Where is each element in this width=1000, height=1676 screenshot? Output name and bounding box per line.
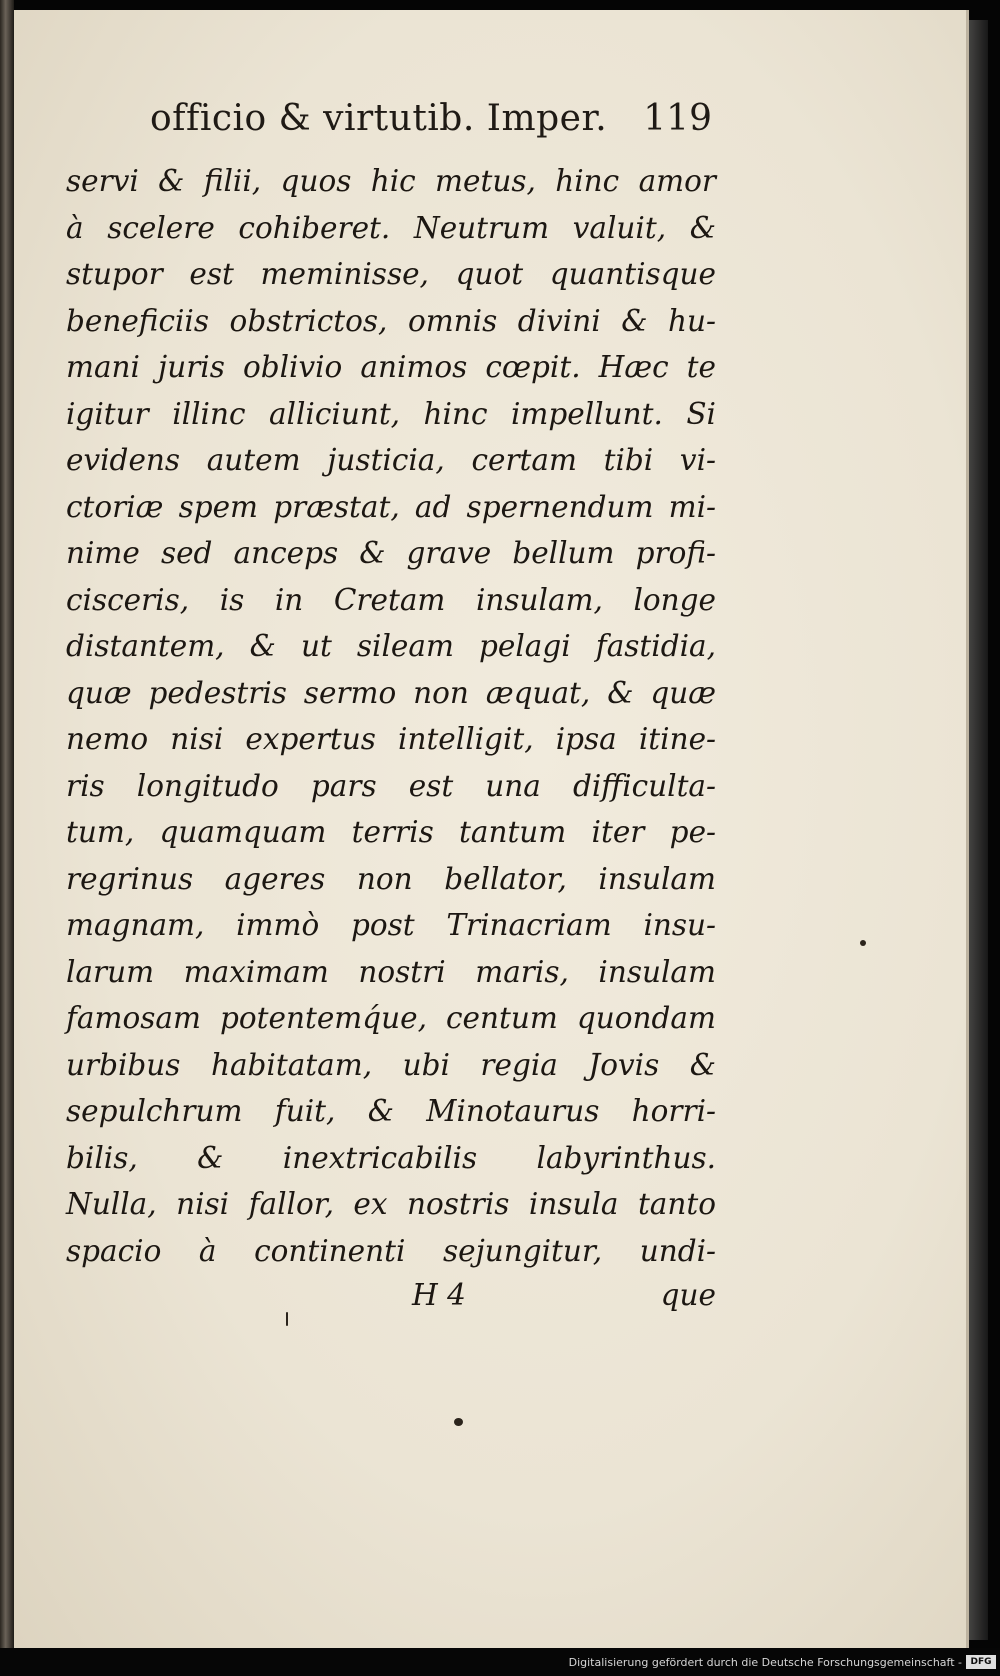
ink-speck	[860, 940, 866, 946]
text-line: Nulla, nisi fallor, ex nostris insula tanto	[66, 1187, 716, 1221]
book-page	[14, 10, 969, 1648]
text-line: stupor est meminisse, quot quantisque	[66, 257, 716, 291]
text-line: bilis, & inextricabilis labyrinthus.	[66, 1140, 716, 1175]
book-spine-edge	[0, 0, 14, 1676]
text-line: regrinus ageres non bellator, insulam	[66, 861, 716, 896]
text-line: quæ pedestris sermo non æquat, & quæ	[66, 675, 716, 710]
text-line: beneficiis obstrictos, omnis divini & hu-	[66, 303, 716, 338]
text-line: magnam, immò post Trinacriam insu-	[66, 908, 716, 942]
text-line: urbibus habitatam, ubi regia Jovis &	[66, 1047, 716, 1082]
dfg-logo: DFG	[966, 1655, 996, 1669]
page-footer	[66, 1278, 716, 1324]
digitization-notice: Digitalisierung gefördert durch die Deutsche Forschungsgemeinschaft -	[568, 1656, 962, 1669]
text-line: mani juris oblivio animos cœpit. Hæc te	[66, 350, 716, 384]
text-line: tum, quamquam terris tantum iter pe-	[66, 815, 716, 849]
text-line: sepulchrum fuit, & Minotaurus horri-	[66, 1094, 716, 1128]
body-text	[66, 158, 716, 1274]
ink-speck	[286, 1312, 288, 1326]
text-line: ris longitudo pars est una difficulta-	[66, 768, 716, 803]
text-line: ctoriæ spem præstat, ad spernendum mi-	[66, 489, 716, 524]
text-line: nime sed anceps & grave bellum profi-	[66, 536, 716, 570]
text-line: nemo nisi expertus intelligit, ipsa itine-	[66, 722, 716, 756]
text-line: servi & filii, quos hic metus, hinc amor	[66, 164, 716, 198]
signature-mark: H 4	[412, 1278, 466, 1312]
text-line: cisceris, is in Cretam insulam, longe	[66, 582, 716, 617]
ink-speck	[454, 1418, 463, 1426]
text-line: evidens autem justicia, certam tibi vi-	[66, 443, 716, 477]
text-line: larum maximam nostri maris, insulam	[66, 954, 716, 989]
catchword: que	[660, 1278, 716, 1312]
text-line: distantem, & ut sileam pelagi fastidia,	[66, 629, 716, 663]
page-header	[114, 92, 722, 152]
text-line: à scelere cohiberet. Neutrum valuit, &	[66, 210, 716, 245]
digitization-footer-bar	[0, 1648, 1000, 1676]
text-line: igitur illinc alliciunt, hinc impellunt. Si	[66, 396, 716, 431]
page-number: 119	[643, 98, 712, 139]
page-edge-shadow	[966, 20, 988, 1640]
text-line: spacio à continenti sejungitur, undi-	[66, 1233, 716, 1268]
text-line: famosam potentemq́ue, centum quondam	[66, 1001, 716, 1035]
running-title: officio & virtutib. Imper.	[150, 98, 608, 139]
